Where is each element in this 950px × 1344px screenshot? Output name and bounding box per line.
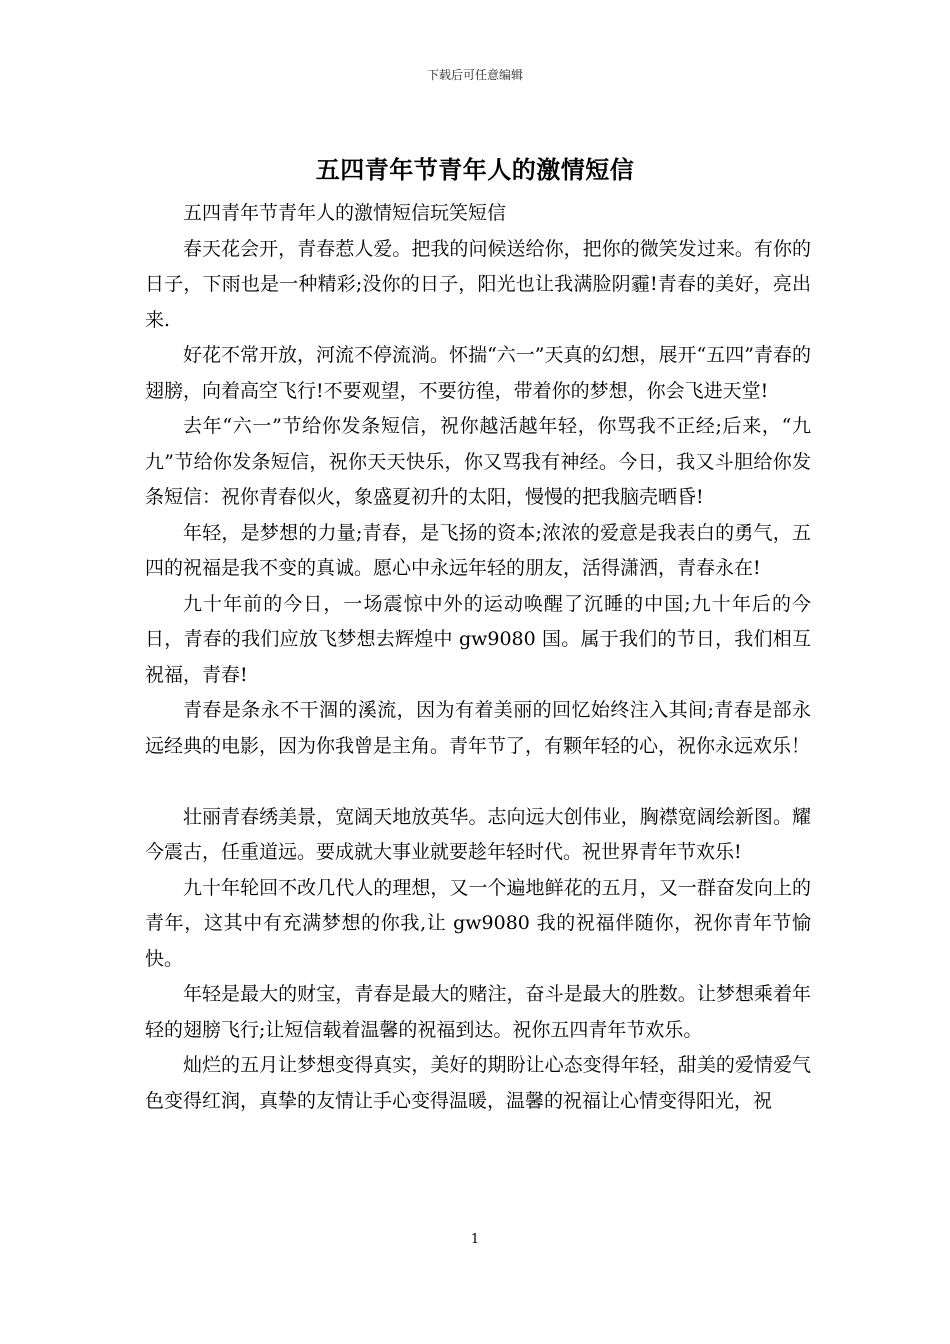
paragraph: 壮丽青春绣美景，宽阔天地放英华。志向远大创伟业，胸襟宽阔绘新图。耀今震古，任重道远。要成就大事业就要趁年轻时代。祝世界青年节欢乐! — [145, 805, 811, 863]
paragraph: 青春是条永不干涸的溪流，因为有着美丽的回忆始终注入其间;青春是部永远经典的电影，因为你我曾是主角。青年节了，有颗年轻的心，祝你永远欢乐！ — [145, 699, 811, 757]
paragraph: 九十年前的今日，一场震惊中外的运动唤醒了沉睡的中国;九十年后的今日，青春的我们应放飞梦想去辉煌中 gw9080 国。属于我们的节日，我们相互祝福，青春! — [145, 592, 811, 686]
paragraph: 九十年轮回不改几代人的理想，又一个遍地鲜花的五月，又一群奋发向上的青年，这其中有充满梦想的你我,让 gw9080 我的祝福伴随你，祝你青年节愉快。 — [145, 876, 811, 970]
paragraph-subtitle: 五四青年节青年人的激情短信玩笑短信 — [183, 202, 507, 224]
paragraph: 灿烂的五月让梦想变得真实，美好的期盼让心态变得年轻，甜美的爱情爱气色变得红润，真挚的友情让手心变得温暖，温馨的祝福让心情变得阳光，祝 — [145, 1054, 811, 1112]
paragraph: 年轻是最大的财宝，青春是最大的赌注，奋斗是最大的胜数。让梦想乘着年轻的翅膀飞行;让短信载着温馨的祝福到达。祝你五四青年节欢乐。 — [145, 983, 811, 1041]
paragraph: 好花不常开放，河流不停流淌。怀揣“六一”天真的幻想，展开“五四”青春的翅膀，向着高空飞行!不要观望，不要彷徨，带着你的梦想，你会飞进天堂! — [145, 344, 811, 402]
document-body — [145, 196, 811, 1119]
blank-line — [145, 764, 811, 800]
paragraph: 去年“六一”节给你发条短信，祝你越活越年轻，你骂我不正经;后来，“九九”节给你发条短信，祝你天天快乐，你又骂我有神经。今日，我又斗胆给你发条短信：祝你青春似火，象盛夏初升的太阳，慢慢的把我脑壳晒昏! — [145, 415, 811, 508]
paragraph: 年轻，是梦想的力量;青春，是飞扬的资本;浓浓的爱意是我表白的勇气，五四的祝福是我不变的真诚。愿心中永远年轻的朋友，活得潇洒，青春永在! — [145, 521, 811, 579]
page-number: 1 — [470, 1232, 480, 1247]
header-note: 下载后可任意编辑 — [426, 68, 523, 82]
document-title: 五四青年节青年人的激情短信 — [315, 156, 635, 184]
paragraph: 春天花会开，青春惹人爱。把我的问候送给你，把你的微笑发过来。有你的日子，下雨也是一种精彩;没你的日子，阳光也让我满脸阴霾!青春的美好，亮出来. — [145, 237, 811, 331]
